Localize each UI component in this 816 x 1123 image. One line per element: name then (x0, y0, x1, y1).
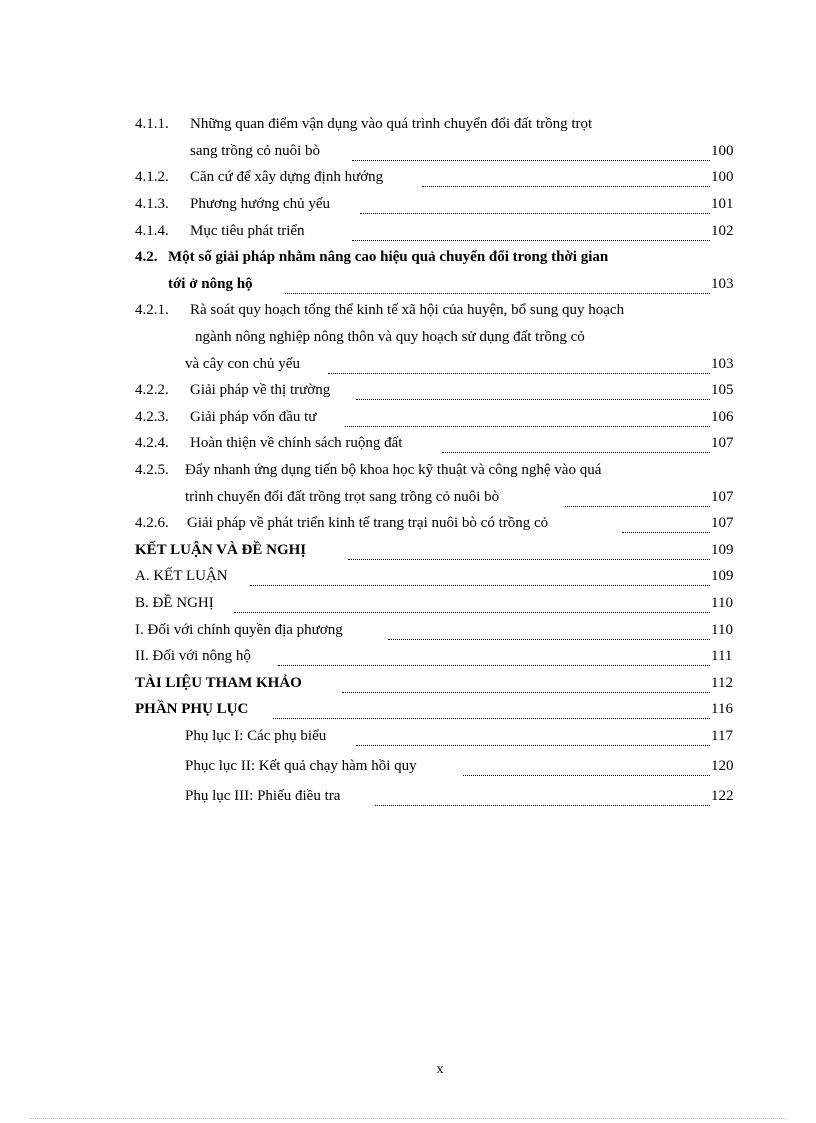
toc-entry (0, 460, 740, 480)
toc-entry (0, 167, 740, 187)
toc-entry-text: KẾT LUẬN VÀ ĐỀ NGHỊ (135, 542, 307, 558)
toc-leader-dots (352, 141, 710, 161)
toc-leader-dots (565, 487, 710, 507)
toc-entry-text: Rà soát quy hoạch tổng thể kinh tế xã hội của huyện, bổ sung quy hoạch (190, 302, 625, 318)
toc-entry (0, 786, 740, 806)
toc-entry-number: 4.2.5. (135, 462, 169, 478)
toc-entry-text: Một số giải pháp nhằm nâng cao hiệu quả chuyển đổi trong thời gian (168, 249, 609, 265)
toc-entry-page: 106 (711, 409, 734, 425)
toc-entry-text: ngành nông nghiệp nông thôn và quy hoạch sử dụng đất trồng cỏ (195, 329, 585, 345)
toc-entry-page: 107 (711, 489, 734, 505)
toc-entry-page: 105 (711, 382, 734, 398)
toc-leader-dots (328, 354, 710, 374)
toc-leader-dots (422, 167, 710, 187)
toc-entry-text: A. KẾT LUẬN (135, 568, 228, 584)
toc-entry-number: 4.1.3. (135, 196, 169, 212)
toc-entry-text: PHẦN PHỤ LỤC (135, 701, 249, 717)
toc-leader-dots (356, 380, 710, 400)
toc-leader-dots (273, 699, 710, 719)
toc-entry (0, 354, 740, 374)
toc-chapter-heading (0, 699, 740, 719)
toc-entry-number: 4.1.1. (135, 116, 169, 132)
toc-entry-page: 101 (711, 196, 734, 212)
toc-entry (0, 114, 740, 134)
toc-entry-page: 109 (711, 542, 734, 558)
toc-leader-dots (234, 593, 710, 613)
toc-entry-page: 107 (711, 435, 734, 451)
toc-entry-text: Những quan điểm vận dụng vào quá trình chuyển đổi đất trồng trọt (190, 116, 593, 132)
toc-entry (0, 593, 740, 613)
toc-entry-text: Giải pháp vốn đầu tư (190, 409, 317, 425)
toc-entry-page: 117 (711, 728, 733, 744)
toc-entry-number: 4.2.4. (135, 435, 169, 451)
toc-entry-page: 120 (711, 758, 734, 774)
toc-entry-text: Phụ lục I: Các phụ biểu (185, 728, 327, 744)
page-number: x (436, 1062, 444, 1077)
toc-leader-dots (285, 274, 710, 294)
toc-leader-dots (348, 540, 710, 560)
toc-entry (0, 300, 740, 320)
toc-entry-text: Phục lục II: Kết quả chạy hàm hồi quy (185, 758, 417, 774)
toc-entry (0, 620, 740, 640)
toc-entry-number: 4.1.2. (135, 169, 169, 185)
toc-leader-dots (356, 726, 710, 746)
toc-leader-dots (442, 433, 710, 453)
toc-entry-text: Giải pháp về phát triển kinh tế trang trại nuôi bò có trồng cỏ (187, 515, 549, 531)
toc-entry (0, 194, 740, 214)
toc-leader-dots (278, 646, 710, 666)
toc-entry-page: 103 (711, 276, 734, 292)
toc-entry-text: Phụ lục III: Phiếu điều tra (185, 788, 341, 804)
toc-entry (0, 380, 740, 400)
toc-leader-dots (388, 620, 710, 640)
toc-leader-dots (375, 786, 710, 806)
toc-entry-page: 107 (711, 515, 734, 531)
toc-leader-dots (622, 513, 710, 533)
toc-entry-text: sang trồng cỏ nuôi bò (190, 143, 320, 159)
toc-entry-text: tới ở nông hộ (168, 276, 253, 292)
toc-entry (0, 407, 740, 427)
toc-section-heading (0, 247, 740, 267)
toc-entry-text: Mục tiêu phát triển (190, 223, 305, 239)
toc-entry (0, 646, 740, 666)
toc-entry (0, 726, 740, 746)
toc-entry-page: 103 (711, 356, 734, 372)
toc-leader-dots (345, 407, 710, 427)
toc-entry (0, 433, 740, 453)
toc-entry (0, 756, 740, 776)
toc-entry-number: 4.2. (135, 249, 158, 265)
toc-entry-text: II. Đối với nông hộ (135, 648, 251, 664)
toc-entry-text: Giải pháp về thị trường (190, 382, 331, 398)
toc-entry (0, 566, 740, 586)
toc-chapter-heading (0, 673, 740, 693)
footer-divider (30, 1118, 786, 1119)
toc-leader-dots (360, 194, 710, 214)
toc-entry-page: 110 (711, 595, 733, 611)
toc-entry-page: 110 (711, 622, 733, 638)
toc-entry (0, 221, 740, 241)
toc-entry-text: I. Đối với chính quyền địa phương (135, 622, 343, 638)
toc-entry-number: 4.2.1. (135, 302, 169, 318)
toc-entry-page: 100 (711, 169, 734, 185)
toc-entry-text: Đẩy nhanh ứng dụng tiến bộ khoa học kỹ thuật và công nghệ vào quá (185, 462, 602, 478)
toc-entry-page: 102 (711, 223, 734, 239)
toc-leader-dots (352, 221, 710, 241)
toc-entry (0, 327, 740, 347)
toc-leader-dots (342, 673, 710, 693)
toc-entry-page: 122 (711, 788, 734, 804)
toc-entry-text: Hoàn thiện về chính sách ruộng đất (190, 435, 403, 451)
toc-entry-page: 112 (711, 675, 733, 691)
toc-entry-number: 4.1.4. (135, 223, 169, 239)
toc-leader-dots (463, 756, 710, 776)
toc-entry-number: 4.2.2. (135, 382, 169, 398)
toc-entry (0, 141, 740, 161)
toc-entry-text: Căn cứ để xây dựng định hướng (190, 169, 384, 185)
toc-entry-text: Phương hướng chủ yếu (190, 196, 331, 212)
toc-entry-number: 4.2.3. (135, 409, 169, 425)
toc-section-heading (0, 274, 740, 294)
toc-entry-page: 111 (711, 648, 733, 664)
toc-entry-page: 100 (711, 143, 734, 159)
toc-entry-text: B. ĐỀ NGHỊ (135, 595, 214, 611)
toc-entry-page: 109 (711, 568, 734, 584)
toc-chapter-heading (0, 540, 740, 560)
toc-entry-text: TÀI LIỆU THAM KHẢO (135, 675, 302, 691)
toc-entry-text: và cây con chủ yếu (185, 356, 300, 372)
toc-entry-text: trình chuyển đổi đất trồng trọt sang trồng cỏ nuôi bò (185, 489, 500, 505)
toc-entry (0, 487, 740, 507)
toc-entry-page: 116 (711, 701, 733, 717)
toc-entry-number: 4.2.6. (135, 515, 169, 531)
toc-leader-dots (250, 566, 710, 586)
toc-entry (0, 513, 740, 533)
